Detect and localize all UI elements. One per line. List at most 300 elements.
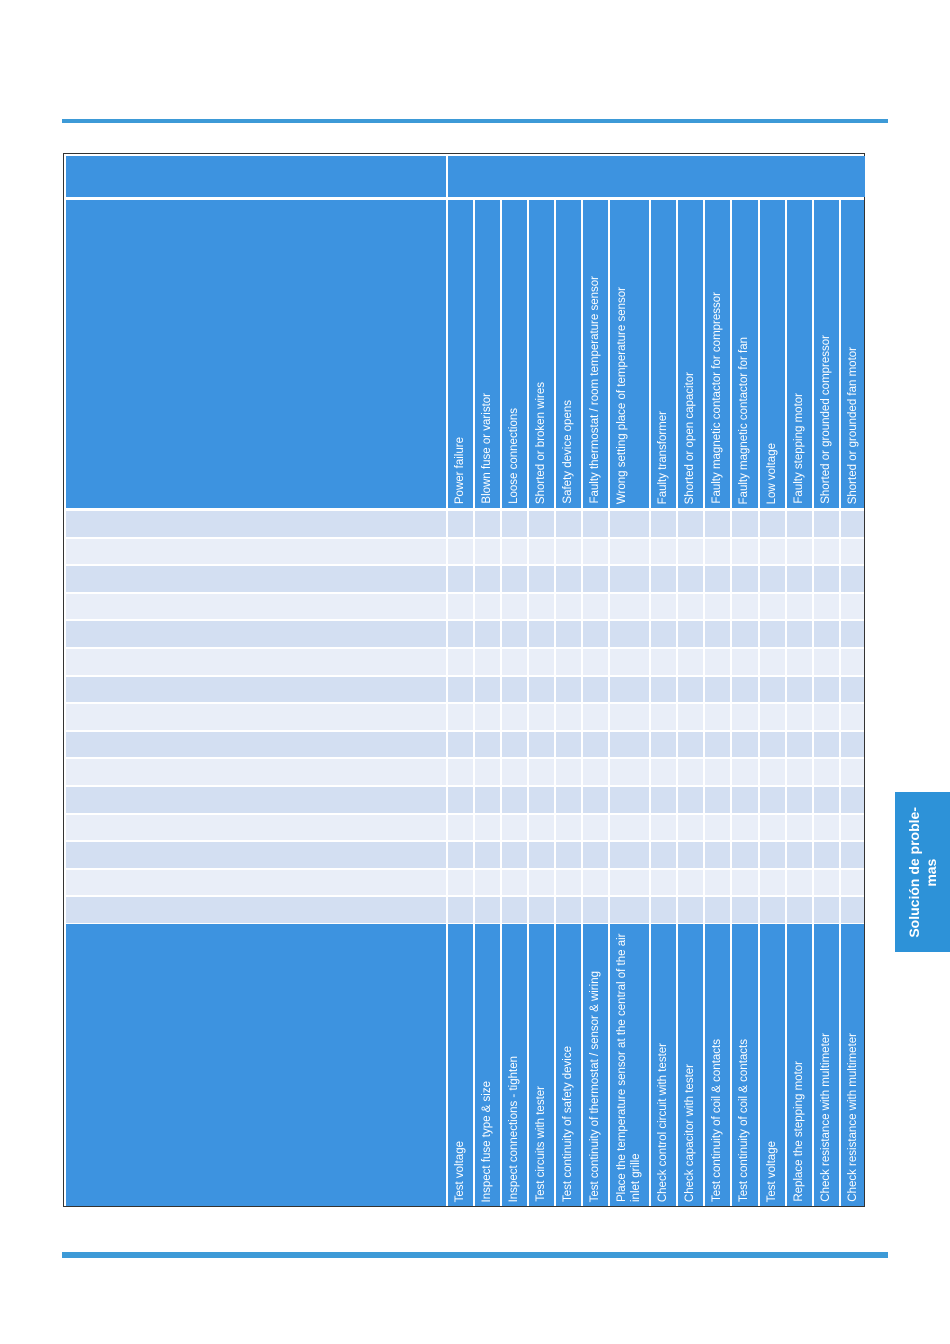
table-cell — [787, 787, 812, 813]
table-cell — [583, 704, 608, 730]
cause-label: Faulty stepping motor — [793, 393, 805, 504]
table-cell — [814, 732, 839, 758]
remedy-label: Check resistance with multimeter — [847, 1033, 859, 1202]
table-cell — [475, 594, 500, 620]
cause-label: Loose connections — [508, 408, 520, 504]
table-cell — [475, 539, 500, 565]
table-cell — [841, 649, 864, 675]
table-cell — [841, 566, 864, 592]
table-cell — [556, 842, 581, 868]
table-cell — [556, 594, 581, 620]
table-cell — [705, 759, 730, 785]
table-cell — [732, 649, 758, 675]
table-cell — [760, 566, 785, 592]
table-cell — [529, 649, 554, 675]
table-cell — [502, 897, 527, 923]
table-cell — [448, 759, 473, 785]
table-cell — [475, 677, 500, 703]
table-cell — [610, 759, 649, 785]
table-row-label-cell — [66, 815, 446, 841]
cause-label: Faulty thermostat / room temperature sensor — [589, 276, 601, 504]
remedy-cell — [529, 924, 554, 1206]
table-cell — [448, 704, 473, 730]
cause-header-cell — [678, 200, 703, 508]
table-cell — [556, 677, 581, 703]
remedy-cell — [760, 924, 785, 1206]
table-cell — [732, 677, 758, 703]
table-cell — [556, 815, 581, 841]
table-row-label-cell — [66, 759, 446, 785]
table-cell — [475, 566, 500, 592]
table-cell — [678, 897, 703, 923]
table-cell — [705, 732, 730, 758]
cause-label: Faulty magnetic contactor for fan — [738, 336, 750, 504]
cause-label: Low voltage — [766, 442, 778, 504]
table-cell — [732, 732, 758, 758]
remedy-label: Inspect fuse type & size — [481, 1080, 493, 1202]
table-cell — [814, 539, 839, 565]
table-cell — [529, 566, 554, 592]
table-cell — [556, 759, 581, 785]
table-cell — [556, 897, 581, 923]
table-cell — [448, 539, 473, 565]
table-cell — [610, 594, 649, 620]
header-corner-cell — [66, 156, 446, 197]
table-row-label-cell — [66, 566, 446, 592]
table-cell — [610, 704, 649, 730]
table-cell — [760, 621, 785, 647]
remedy-footer-label-cell — [66, 924, 446, 1206]
cause-label: Shorted or open capacitor — [684, 371, 696, 504]
table-cell — [678, 649, 703, 675]
table-cell — [475, 842, 500, 868]
table-cell — [502, 677, 527, 703]
table-cell — [475, 897, 500, 923]
table-cell — [475, 649, 500, 675]
table-cell — [760, 539, 785, 565]
table-cell — [814, 842, 839, 868]
remedy-cell — [448, 924, 473, 1206]
cause-label: Faulty magnetic contactor for compressor — [711, 292, 723, 504]
table-cell — [610, 511, 649, 537]
table-cell — [760, 704, 785, 730]
table-cell — [475, 787, 500, 813]
table-cell — [529, 539, 554, 565]
table-cell — [705, 842, 730, 868]
table-cell — [529, 759, 554, 785]
table-cell — [610, 842, 649, 868]
table-cell — [529, 732, 554, 758]
table-cell — [705, 815, 730, 841]
table-cell — [448, 566, 473, 592]
table-cell — [556, 511, 581, 537]
table-cell — [556, 649, 581, 675]
table-cell — [678, 539, 703, 565]
table-cell — [760, 897, 785, 923]
remedy-cell — [814, 924, 839, 1206]
table-cell — [610, 566, 649, 592]
table-cell — [610, 787, 649, 813]
table-cell — [448, 621, 473, 647]
table-cell — [787, 594, 812, 620]
cause-header-cell — [732, 200, 758, 508]
table-cell — [448, 511, 473, 537]
troubleshooting-table — [63, 153, 865, 1207]
table-cell — [529, 842, 554, 868]
cause-header-cell — [760, 200, 785, 508]
table-cell — [529, 787, 554, 813]
cause-header-cell — [841, 200, 864, 508]
table-cell — [787, 704, 812, 730]
table-cell — [787, 815, 812, 841]
remedy-cell — [841, 924, 864, 1206]
table-cell — [760, 815, 785, 841]
table-cell — [651, 677, 676, 703]
bottom-rule — [62, 1252, 888, 1258]
remedy-cell — [610, 924, 649, 1206]
remedy-label: Test continuity of coil & contacts — [711, 1039, 723, 1202]
table-row-label-cell — [66, 649, 446, 675]
header-group-cell — [448, 156, 865, 197]
table-cell — [583, 621, 608, 647]
table-row-label-cell — [66, 732, 446, 758]
remedy-label: Check resistance with multimeter — [820, 1033, 832, 1202]
table-cell — [610, 870, 649, 896]
table-cell — [732, 842, 758, 868]
table-cell — [529, 897, 554, 923]
table-cell — [678, 704, 703, 730]
table-cell — [583, 539, 608, 565]
cause-header-cell — [705, 200, 730, 508]
table-cell — [841, 539, 864, 565]
table-cell — [556, 566, 581, 592]
table-cell — [651, 897, 676, 923]
table-cell — [732, 870, 758, 896]
table-cell — [583, 842, 608, 868]
table-cell — [814, 870, 839, 896]
table-cell — [529, 677, 554, 703]
table-cell — [814, 511, 839, 537]
table-row-label-cell — [66, 594, 446, 620]
table-cell — [651, 842, 676, 868]
table-cell — [651, 870, 676, 896]
table-cell — [529, 511, 554, 537]
table-cell — [678, 842, 703, 868]
cause-label: Safety device opens — [562, 400, 574, 504]
cause-label: Shorted or grounded fan motor — [847, 346, 859, 504]
table-cell — [705, 594, 730, 620]
table-cell — [651, 594, 676, 620]
table-cell — [760, 787, 785, 813]
cause-header-label-cell — [66, 200, 446, 508]
remedy-cell — [678, 924, 703, 1206]
cause-header-cell — [556, 200, 581, 508]
table-cell — [583, 870, 608, 896]
table-cell — [841, 787, 864, 813]
table-cell — [610, 621, 649, 647]
table-cell — [502, 649, 527, 675]
table-cell — [787, 621, 812, 647]
table-row-label-cell — [66, 787, 446, 813]
cause-label: Shorted or grounded compressor — [820, 335, 832, 504]
table-cell — [732, 621, 758, 647]
remedy-cell — [705, 924, 730, 1206]
cause-header-cell — [529, 200, 554, 508]
table-cell — [502, 842, 527, 868]
table-cell — [448, 815, 473, 841]
cause-header-cell — [583, 200, 608, 508]
table-cell — [610, 815, 649, 841]
table-cell — [651, 759, 676, 785]
table-cell — [678, 732, 703, 758]
table-cell — [760, 759, 785, 785]
table-cell — [678, 621, 703, 647]
table-cell — [502, 704, 527, 730]
table-cell — [841, 621, 864, 647]
table-cell — [732, 704, 758, 730]
remedy-label: Replace the stepping motor — [793, 1061, 805, 1202]
table-cell — [475, 815, 500, 841]
table-cell — [732, 759, 758, 785]
table-cell — [705, 897, 730, 923]
table-cell — [448, 787, 473, 813]
table-cell — [841, 897, 864, 923]
table-cell — [448, 732, 473, 758]
table-cell — [841, 677, 864, 703]
table-cell — [502, 511, 527, 537]
table-cell — [678, 677, 703, 703]
top-rule — [62, 119, 888, 123]
table-cell — [475, 621, 500, 647]
remedy-label: Test continuity of thermostat / sensor & wiring — [589, 970, 601, 1202]
table-cell — [760, 732, 785, 758]
table-cell — [678, 759, 703, 785]
table-cell — [651, 649, 676, 675]
table-cell — [760, 594, 785, 620]
cause-header-cell — [610, 200, 649, 508]
table-cell — [732, 787, 758, 813]
table-cell — [705, 677, 730, 703]
table-cell — [502, 594, 527, 620]
table-cell — [760, 649, 785, 675]
table-cell — [732, 566, 758, 592]
table-cell — [787, 842, 812, 868]
remedy-label: Check capacitor with tester — [684, 1063, 696, 1202]
table-cell — [610, 649, 649, 675]
table-cell — [583, 566, 608, 592]
remedy-label: Test continuity of coil & contacts — [738, 1039, 750, 1202]
table-cell — [678, 594, 703, 620]
cause-header-cell — [814, 200, 839, 508]
table-cell — [610, 677, 649, 703]
remedy-label: Inspect connections - tighten — [508, 1055, 520, 1202]
table-cell — [529, 594, 554, 620]
table-cell — [814, 787, 839, 813]
table-cell — [556, 621, 581, 647]
table-cell — [502, 732, 527, 758]
remedy-label: Check control circuit with tester — [657, 1042, 669, 1202]
table-cell — [814, 677, 839, 703]
table-cell — [814, 649, 839, 675]
cause-header-cell — [787, 200, 812, 508]
table-cell — [705, 621, 730, 647]
table-cell — [556, 539, 581, 565]
table-cell — [705, 566, 730, 592]
table-cell — [583, 511, 608, 537]
table-cell — [841, 704, 864, 730]
table-cell — [448, 842, 473, 868]
section-side-tab-label: Solución de proble- mas — [905, 806, 939, 938]
table-cell — [502, 621, 527, 647]
table-cell — [787, 511, 812, 537]
table-cell — [787, 649, 812, 675]
table-cell — [678, 787, 703, 813]
cause-label: Blown fuse or varistor — [481, 393, 493, 504]
table-cell — [583, 815, 608, 841]
table-cell — [787, 677, 812, 703]
table-cell — [448, 677, 473, 703]
table-cell — [475, 759, 500, 785]
cause-label: Faulty transformer — [657, 410, 669, 504]
cause-header-cell — [651, 200, 676, 508]
table-cell — [651, 815, 676, 841]
table-cell — [760, 511, 785, 537]
table-cell — [814, 566, 839, 592]
remedy-label: Test voltage — [454, 1140, 466, 1202]
table-cell — [475, 870, 500, 896]
table-cell — [814, 621, 839, 647]
table-cell — [841, 759, 864, 785]
table-cell — [732, 539, 758, 565]
table-cell — [583, 594, 608, 620]
table-cell — [705, 787, 730, 813]
table-cell — [678, 566, 703, 592]
table-cell — [502, 539, 527, 565]
table-cell — [556, 787, 581, 813]
table-cell — [583, 677, 608, 703]
table-cell — [529, 704, 554, 730]
table-cell — [705, 539, 730, 565]
table-row-label-cell — [66, 539, 446, 565]
table-cell — [502, 870, 527, 896]
remedy-cell — [475, 924, 500, 1206]
table-cell — [841, 870, 864, 896]
table-cell — [678, 815, 703, 841]
table-row-label-cell — [66, 842, 446, 868]
table-cell — [787, 870, 812, 896]
remedy-label: Test voltage — [766, 1140, 778, 1202]
table-cell — [475, 704, 500, 730]
remedy-label: Test circuits with tester — [535, 1086, 547, 1202]
table-cell — [651, 787, 676, 813]
table-cell — [732, 897, 758, 923]
table-cell — [448, 594, 473, 620]
table-cell — [732, 815, 758, 841]
table-cell — [529, 815, 554, 841]
table-cell — [841, 511, 864, 537]
table-cell — [705, 649, 730, 675]
remedy-cell — [651, 924, 676, 1206]
cause-label: Shorted or broken wires — [535, 381, 547, 504]
table-cell — [475, 511, 500, 537]
cause-header-cell — [448, 200, 473, 508]
table-cell — [502, 566, 527, 592]
table-cell — [651, 511, 676, 537]
table-cell — [448, 870, 473, 896]
table-cell — [760, 870, 785, 896]
table-cell — [529, 870, 554, 896]
table-cell — [841, 815, 864, 841]
table-cell — [760, 677, 785, 703]
table-cell — [556, 870, 581, 896]
table-cell — [841, 732, 864, 758]
table-cell — [705, 704, 730, 730]
table-cell — [787, 539, 812, 565]
table-cell — [705, 511, 730, 537]
table-cell — [787, 566, 812, 592]
table-cell — [583, 649, 608, 675]
table-row-label-cell — [66, 897, 446, 923]
table-cell — [556, 704, 581, 730]
section-side-tab[interactable] — [895, 792, 950, 952]
table-cell — [760, 842, 785, 868]
table-row-label-cell — [66, 870, 446, 896]
table-cell — [475, 732, 500, 758]
table-cell — [651, 704, 676, 730]
remedy-label: Place the temperature sensor at the central of the air inlet grille — [616, 933, 642, 1202]
table-cell — [610, 897, 649, 923]
table-cell — [583, 897, 608, 923]
table-row-label-cell — [66, 704, 446, 730]
table-cell — [678, 511, 703, 537]
table-cell — [583, 787, 608, 813]
table-cell — [841, 842, 864, 868]
table-cell — [502, 787, 527, 813]
table-cell — [787, 759, 812, 785]
table-cell — [529, 621, 554, 647]
remedy-label: Test continuity of safety device — [562, 1046, 574, 1202]
table-cell — [583, 759, 608, 785]
table-cell — [448, 649, 473, 675]
remedy-cell — [556, 924, 581, 1206]
table-cell — [814, 815, 839, 841]
remedy-cell — [787, 924, 812, 1206]
table-cell — [787, 732, 812, 758]
remedy-cell — [502, 924, 527, 1206]
table-cell — [448, 897, 473, 923]
table-cell — [651, 566, 676, 592]
cause-label: Wrong setting place of temperature sensor — [616, 286, 628, 504]
table-cell — [678, 870, 703, 896]
table-cell — [651, 621, 676, 647]
table-cell — [732, 511, 758, 537]
table-cell — [814, 704, 839, 730]
remedy-cell — [732, 924, 758, 1206]
table-row-label-cell — [66, 511, 446, 537]
table-cell — [705, 870, 730, 896]
table-cell — [651, 539, 676, 565]
cause-header-cell — [475, 200, 500, 508]
table-row-label-cell — [66, 621, 446, 647]
table-cell — [732, 594, 758, 620]
table-cell — [814, 897, 839, 923]
table-cell — [651, 732, 676, 758]
table-cell — [787, 897, 812, 923]
table-cell — [583, 732, 608, 758]
cause-header-cell — [502, 200, 527, 508]
table-cell — [610, 732, 649, 758]
table-cell — [610, 539, 649, 565]
